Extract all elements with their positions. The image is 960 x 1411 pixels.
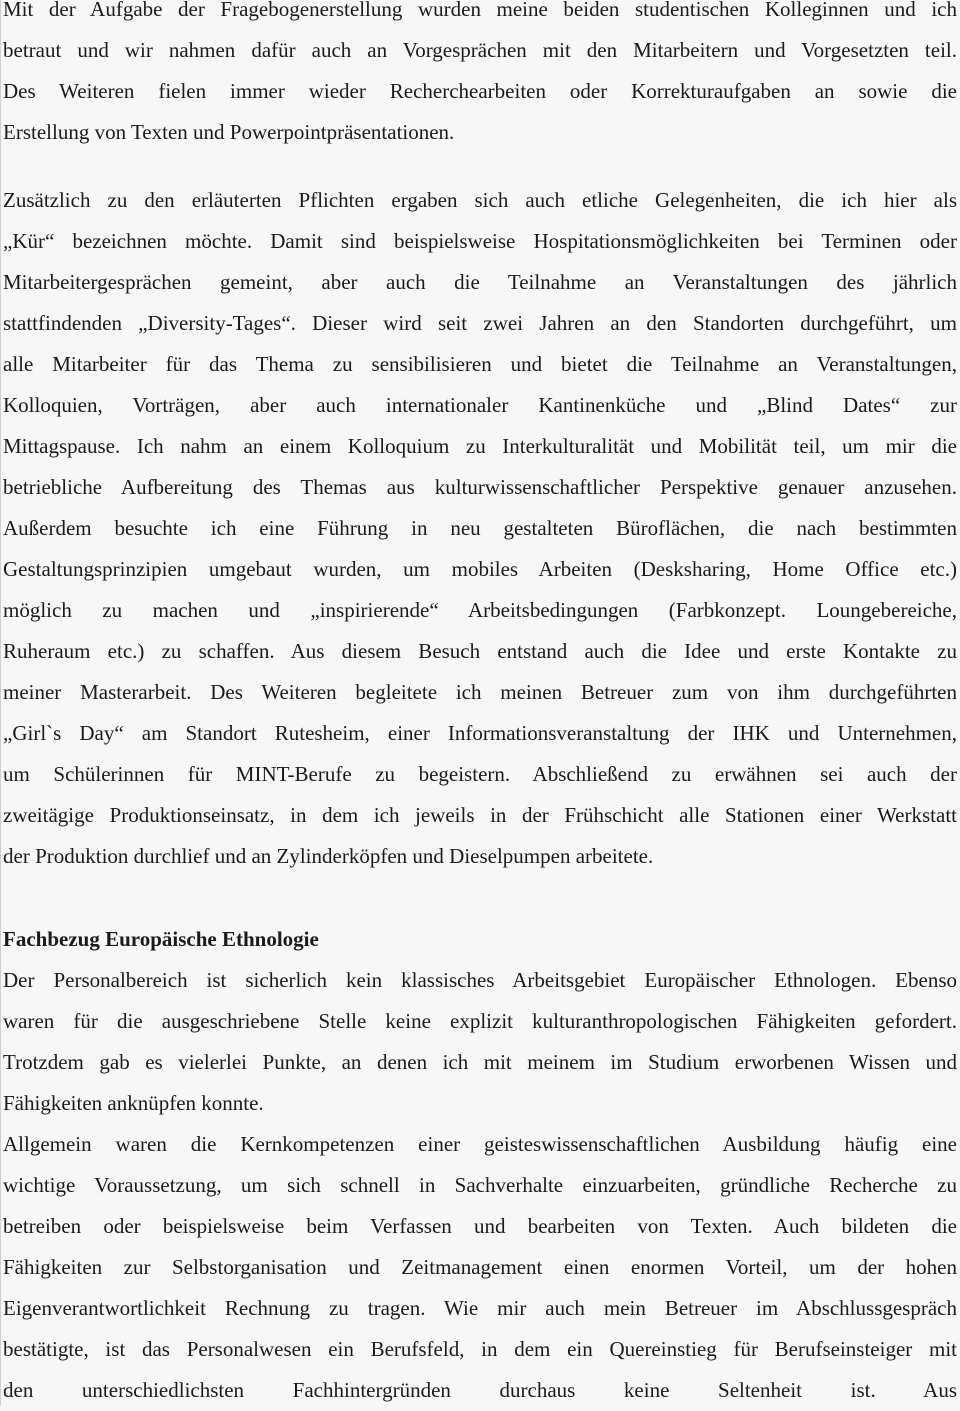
paragraph bbox=[3, 0, 957, 153]
paragraph-spacing bbox=[3, 877, 957, 919]
text-line: Ruheraum etc.) zu schaffen. Aus diesem Besuch entstand auch die Idee und erste Kontakte zu bbox=[3, 639, 957, 663]
text-line: Mittagspause. Ich nahm an einem Kolloquium zu Interkulturalität und Mobilität teil, um mir die bbox=[3, 434, 957, 458]
text-line: wichtige Voraussetzung, um sich schnell in Sachverhalte einzuarbeiten, gründliche Recherche zu bbox=[3, 1173, 957, 1197]
text-line: Außerdem besuchte ich eine Führung in neu gestalteten Büroflächen, die nach bestimmten bbox=[3, 516, 957, 540]
text-line: betriebliche Aufbereitung des Themas aus kulturwissenschaftlicher Perspektive genauer anzusehen. bbox=[3, 475, 957, 499]
text-line: Fachbezug Europäische Ethnologie bbox=[3, 927, 319, 951]
text-line: meiner Masterarbeit. Des Weiteren begleitete ich meinen Betreuer zum von ihm durchgeführten bbox=[3, 680, 957, 704]
text-line: Fähigkeiten zur Selbstorganisation und Zeitmanagement einen enormen Vorteil, um der hohen bbox=[3, 1255, 957, 1279]
section-heading bbox=[3, 919, 957, 960]
text-line: betreiben oder beispielsweise beim Verfassen und bearbeiten von Texten. Auch bildeten die bbox=[3, 1214, 957, 1238]
page-edge bbox=[0, 0, 1, 1406]
document-body bbox=[3, 0, 957, 1411]
text-line: Trotzdem gab es vielerlei Punkte, an denen ich mit meinem im Studium erworbenen Wissen und bbox=[3, 1050, 957, 1074]
text-line: Erstellung von Texten und Powerpointpräsentationen. bbox=[3, 120, 455, 144]
text-line: Gestaltungsprinzipien umgebaut wurden, um mobiles Arbeiten (Desksharing, Home Office etc.) bbox=[3, 557, 957, 581]
text-line: Mitarbeitergesprächen gemeint, aber auch die Teilnahme an Veranstaltungen des jährlich bbox=[3, 270, 957, 294]
text-line: waren für die ausgeschriebene Stelle keine explizit kulturanthropologischen Fähigkeiten gefordert. bbox=[3, 1009, 957, 1033]
text-line: Kolloquien, Vorträgen, aber auch internationaler Kantinenküche und „Blind Dates“ zur bbox=[3, 393, 957, 417]
text-line: alle Mitarbeiter für das Thema zu sensibilisieren und bietet die Teilnahme an Veranstaltungen, bbox=[3, 352, 957, 376]
text-line: „Girl`s Day“ am Standort Rutesheim, einer Informationsveranstaltung der IHK und Unternehmen, bbox=[3, 721, 957, 745]
text-line: Mit der Aufgabe der Fragebogenerstellung wurden meine beiden studentischen Kolleginnen und ich bbox=[3, 0, 957, 21]
text-line: Zusätzlich zu den erläuterten Pflichten ergaben sich auch etliche Gelegenheiten, die ich hier als bbox=[3, 188, 957, 212]
text-line: Des Weiteren fielen immer wieder Recherchearbeiten oder Korrekturaufgaben an sowie die bbox=[3, 79, 957, 103]
text-line: betraut und wir nahmen dafür auch an Vorgesprächen mit den Mitarbeitern und Vorgesetzten teil. bbox=[3, 38, 957, 62]
text-line: „Kür“ bezeichnen möchte. Damit sind beispielsweise Hospitationsmöglichkeiten bei Terminen oder bbox=[3, 229, 957, 253]
text-line: Eigenverantwortlichkeit Rechnung zu tragen. Wie mir auch mein Betreuer im Abschlussgespräch bbox=[3, 1296, 957, 1320]
text-line: bestätigte, ist das Personalwesen ein Berufsfeld, in dem ein Quereinstieg für Berufseinsteiger mit bbox=[3, 1337, 957, 1361]
text-line: um Schülerinnen für MINT-Berufe zu begeistern. Abschließend zu erwähnen sei auch der bbox=[3, 762, 957, 786]
text-line: der Produktion durchlief und an Zylinderköpfen und Dieselpumpen arbeitete. bbox=[3, 844, 654, 868]
text-line: stattfindenden „Diversity-Tages“. Dieser wird seit zwei Jahren an den Standorten durchgeführt, um bbox=[3, 311, 957, 335]
paragraph-spacing bbox=[3, 153, 957, 180]
text-line: Allgemein waren die Kernkompetenzen einer geisteswissenschaftlichen Ausbildung häufig eine bbox=[3, 1132, 957, 1156]
text-line: den unterschiedlichsten Fachhintergründen durchaus keine Seltenheit ist. Aus bbox=[3, 1378, 957, 1402]
paragraph bbox=[3, 960, 957, 1124]
paragraph bbox=[3, 1124, 957, 1411]
paragraph bbox=[3, 180, 957, 877]
text-line: Der Personalbereich ist sicherlich kein klassisches Arbeitsgebiet Europäischer Ethnologen. Ebenso bbox=[3, 968, 957, 992]
text-line: zweitägige Produktionseinsatz, in dem ich jeweils in der Frühschicht alle Stationen einer Werkstatt bbox=[3, 803, 957, 827]
text-line: Fähigkeiten anknüpfen konnte. bbox=[3, 1091, 264, 1115]
text-line: möglich zu machen und „inspirierende“ Arbeitsbedingungen (Farbkonzept. Loungebereiche, bbox=[3, 598, 957, 622]
